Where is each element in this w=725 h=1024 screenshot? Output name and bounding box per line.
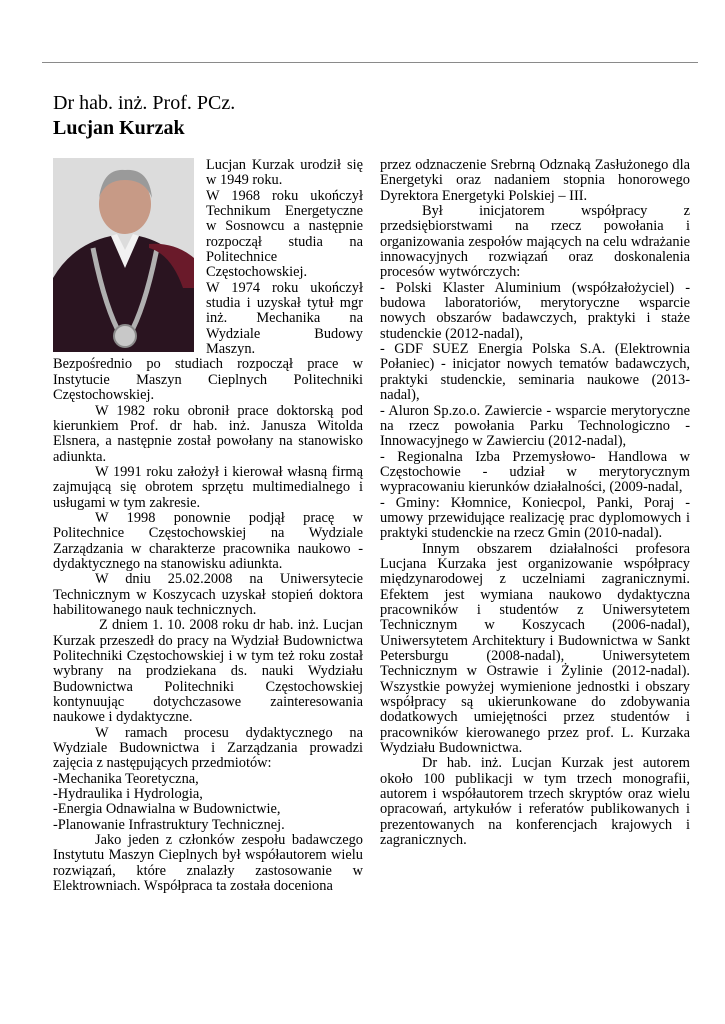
header-rule (42, 62, 698, 63)
paragraph: Lucjan Kurzak urodził się w 1949 roku. (206, 157, 363, 189)
list-item: -Mechanika Teoretyczna, (53, 770, 199, 787)
left-column (53, 158, 363, 895)
title-name: Lucjan Kurzak (53, 117, 185, 139)
paragraph: W 1974 roku ukończył studia i uzyskał tytuł mgr inż. Mechanika na Wydziale Budowy Maszyn. (206, 279, 363, 358)
paragraph: W 1968 roku ukończył Technikum Energetyczne w Sosnowcu a następnie rozpoczął studia na Politechnice Częstochowskiej. (206, 187, 363, 281)
paragraph: Był inicjatorem współpracy z przedsiębiorstwami na rzecz powołania i organizowania zespołów mających na celu wdrażanie innowacyjnych rozwiązań oraz doskonalenia procesów wytwórczych: (380, 203, 690, 281)
paragraph: Dr hab. inż. Lucjan Kurzak jest autorem około 100 publikacji w tym trzech monografii, autorem i współautorem trzech skryptów oraz wielu opracowań, artykułów i referatów publikowanych i prezentowanych na konferencjach krajowych i zagranicznych. (380, 755, 690, 849)
paragraph: W 1982 roku obronił prace doktorską pod kierunkiem Prof. dr hab. inż. Janusza Witolda Elsnera, a następnie został powołany na stanowisko adiunkta. (53, 402, 363, 465)
paragraph: Z dniem 1. 10. 2008 roku dr hab. inż. Lucjan Kurzak przeszedł do pracy na Wydział Budownictwa Politechniki Częstochowskiej i w tym też roku został wybrany na prodziekana ds. nauki Wydziału Budownictwa Politechniki Częstochowskiej kontynuując dotychczasowe zainteresowania naukowe i dydaktyczne. (53, 617, 363, 726)
portrait-image (53, 158, 194, 352)
paragraph: W 1998 ponownie podjął pracę w Politechnice Częstochowskiej na Wydziale Zarządzania w charakterze pracownika naukowo - dydaktycznego na stanowisku adiunkta. (53, 509, 363, 572)
list-item: -Energia Odnawialna w Budownictwie, (53, 801, 281, 818)
title-degree: Dr hab. inż. Prof. PCz. (53, 92, 236, 114)
paragraph: przez odznaczenie Srebrną Odznaką Zasłużonego dla Energetyki oraz nadaniem stopnia honorowego Dyrektora Energetyki Polskiej – III. (380, 157, 690, 204)
list-item: - Aluron Sp.zo.o. Zawiercie - wsparcie merytoryczne na rzecz powołania Parku Technologiczno - Innowacyjnego w Zawierciu (2012-nadal), (380, 402, 690, 450)
list-item: - Gminy: Kłomnice, Koniecpol, Panki, Poraj - umowy przewidujące realizację prac dyplomowych i praktyki studenckie na rzecz Gmin (2010-nadal). (380, 494, 690, 542)
list-item: -Hydraulika i Hydrologia, (53, 786, 203, 803)
paragraph: W dniu 25.02.2008 na Uniwersytecie Technicznym w Koszycach uzyskał stopień doktora habilitowanego nauk technicznych. (53, 571, 363, 618)
paragraph: W ramach procesu dydaktycznego na Wydziale Budownictwa i Zarządzania prowadzi zajęcia z następujących przedmiotów: (53, 724, 363, 772)
paragraph: W 1991 roku założył i kierował własną firmą zajmującą się obrotem sprzętu multimedialnego i usługami w tym zakresie. (53, 463, 363, 511)
list-item: - Polski Klaster Aluminium (współzałożyciel) - budowa laboratoriów, merytoryczne wsparcie nowych obszarów badawczych, praktyki i staże studenckie (2012-nadal), (380, 279, 690, 342)
list-item: - Regionalna Izba Przemysłowo- Handlowa w Częstochowie - udział w merytorycznym wypracowaniu kierunków działalności, (2009-nadal, (380, 448, 690, 496)
list-item: - GDF SUEZ Energia Polska S.A. (Elektrownia Połaniec) - inicjator nowych tematów badawczych, praktyki studenckie, seminaria naukowe (2013-nadal), (380, 341, 690, 404)
list-item: -Planowanie Infrastruktury Technicznej. (53, 816, 285, 833)
right-column (380, 158, 690, 848)
paragraph: Innym obszarem działalności profesora Lucjana Kurzaka jest organizowanie współpracy międzynarodowej z uczelniami zagranicznymi. Efektem jest wymiana naukowo dydaktyczna pracowników i studentów z Uniwersytetem Technicznym w Koszycach (2006-nadal), Uniwersytetem Architektury i Budownictwa w Sankt Petersburgu (2008-nadal), Uniwersytetem Technicznym w Ostrawie i Żylinie (2012-nadal). Wszystkie powyżej wymienione jednostki i obszary współpracy są ukierunkowane do zdobywania dodatkowych umiejętności przez studentów i pracowników kierowanego przez prof. L. Kurzaka Wydziału Budownictwa. (380, 540, 690, 757)
paragraph: Bezpośrednio po studiach rozpoczął prace w Instytucie Maszyn Cieplnych Politechniki Częstochowskiej. (53, 356, 363, 404)
paragraph: Jako jeden z członków zespołu badawczego Instytutu Maszyn Cieplnych był współautorem wielu rozwiązań, które znalazły zastosowanie w Elektrowniach. Współpraca ta została doceniona (53, 832, 363, 895)
portrait-photo (53, 158, 194, 352)
